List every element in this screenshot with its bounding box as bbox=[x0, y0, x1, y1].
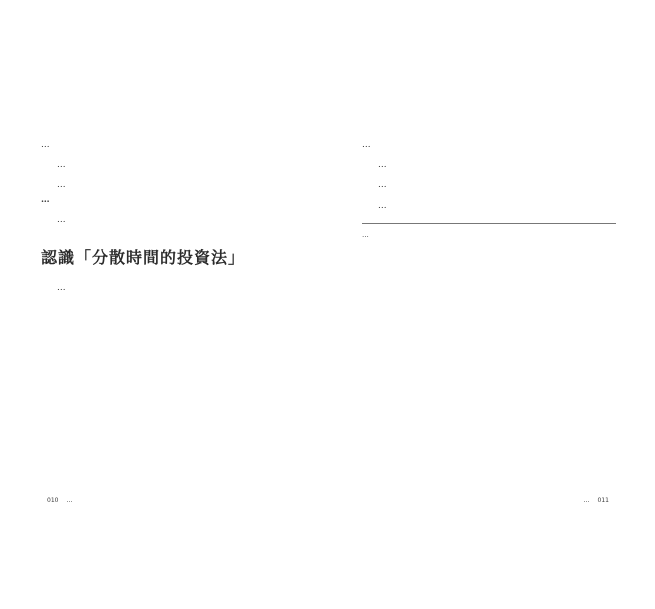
footnote: … bbox=[362, 223, 616, 241]
right-paragraph-4: … bbox=[378, 200, 387, 211]
right-running-title: … bbox=[583, 497, 590, 504]
left-paragraph-2: … bbox=[57, 160, 66, 171]
left-page-number: 010 bbox=[47, 497, 59, 504]
right-paragraph-2: … bbox=[378, 160, 387, 171]
left-paragraph-after-heading: … bbox=[57, 283, 66, 294]
right-text-column bbox=[362, 138, 616, 240]
left-paragraph-3: … bbox=[57, 180, 66, 191]
right-paragraph-3: … bbox=[378, 180, 387, 191]
right-footer bbox=[584, 497, 615, 504]
right-paragraph-1: … bbox=[362, 140, 371, 150]
left-bold-statement: … bbox=[41, 194, 50, 205]
right-page-number: 011 bbox=[597, 497, 609, 504]
left-paragraph-1: … bbox=[41, 140, 50, 150]
left-running-title: … bbox=[66, 497, 73, 504]
right-page bbox=[328, 0, 655, 609]
left-footer bbox=[41, 497, 72, 504]
left-text-column bbox=[41, 138, 290, 295]
section-heading: 認識「分散時間的投資法」 bbox=[41, 248, 246, 268]
left-paragraph-4: … bbox=[57, 214, 66, 225]
